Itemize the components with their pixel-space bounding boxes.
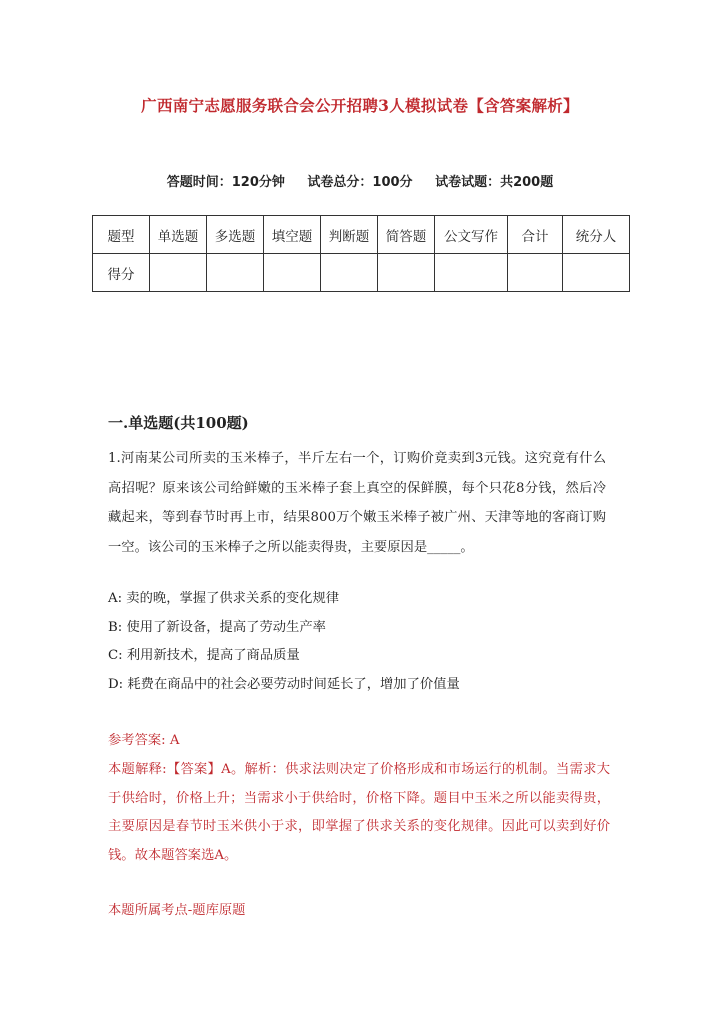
option-a: A: 卖的晚，掌握了供求关系的变化规律 bbox=[108, 591, 340, 606]
score-table-header-row bbox=[93, 216, 630, 254]
option-d: D: 耗费在商品中的社会必要劳动时间延长了，增加了价值量 bbox=[108, 676, 460, 692]
options-list bbox=[108, 585, 613, 699]
exam-info bbox=[0, 171, 720, 190]
option-b: B: 使用了新设备，提高了劳动生产率 bbox=[108, 619, 326, 635]
exam-time: 答题时间：120分钟 bbox=[166, 175, 285, 190]
question-source: 本题所属考点-题库原题 bbox=[108, 903, 246, 918]
score-table bbox=[92, 215, 630, 292]
answer-explanation: 本题解释:【答案】A。解析：供求法则决定了价格形成和市场运行的机制。当需求大于供给时，价格上升；当需求小于供给时，价格下降。题目中玉米之所以能卖得贵，主要原因是春节时玉米供小于求，即掌握了供求关系的变化规律。因此可以卖到好价钱。故本题答案选A。 bbox=[108, 762, 610, 863]
header-cell-total: 合计 bbox=[508, 216, 563, 254]
header-cell-true-false: 判断题 bbox=[321, 216, 378, 254]
option-c: C: 利用新技术，提高了商品质量 bbox=[108, 648, 300, 663]
question-text: 1.河南某公司所卖的玉米棒子，半斤左右一个，订购价竟卖到3元钱。这究竟有什么高招呢？原来该公司给鲜嫩的玉米棒子套上真空的保鲜膜，每个只花8分钱，然后冷藏起来，等到春节时再上市，结果800万个嫩玉米棒子被广州、天津等地的客商订购一空。该公司的玉米棒子之所以能卖得贵，主要原因是_____。 bbox=[108, 451, 606, 555]
exam-question-count: 试卷试题：共200题 bbox=[435, 175, 554, 190]
page-title: 广西南宁志愿服务联合会公开招聘3人模拟试卷【含答案解析】 bbox=[141, 96, 579, 115]
score-cell bbox=[150, 254, 207, 292]
score-cell bbox=[508, 254, 563, 292]
score-table-score-row bbox=[93, 254, 630, 292]
header-cell-fill-blank: 填空题 bbox=[264, 216, 321, 254]
score-cell bbox=[264, 254, 321, 292]
score-cell bbox=[321, 254, 378, 292]
reference-answer: 参考答案: A bbox=[108, 733, 180, 748]
header-cell-multi-choice: 多选题 bbox=[207, 216, 264, 254]
section-title: 一.单选题(共100题) bbox=[108, 414, 249, 432]
header-cell-document-writing: 公文写作 bbox=[435, 216, 508, 254]
score-cell bbox=[435, 254, 508, 292]
score-cell bbox=[563, 254, 630, 292]
score-cell bbox=[378, 254, 435, 292]
header-cell-type: 题型 bbox=[93, 216, 150, 254]
score-cell bbox=[207, 254, 264, 292]
header-cell-single-choice: 单选题 bbox=[150, 216, 207, 254]
exam-total-score: 试卷总分：100分 bbox=[307, 175, 413, 190]
score-row-label: 得分 bbox=[93, 254, 150, 292]
header-cell-short-answer: 简答题 bbox=[378, 216, 435, 254]
header-cell-scorer: 统分人 bbox=[563, 216, 630, 254]
